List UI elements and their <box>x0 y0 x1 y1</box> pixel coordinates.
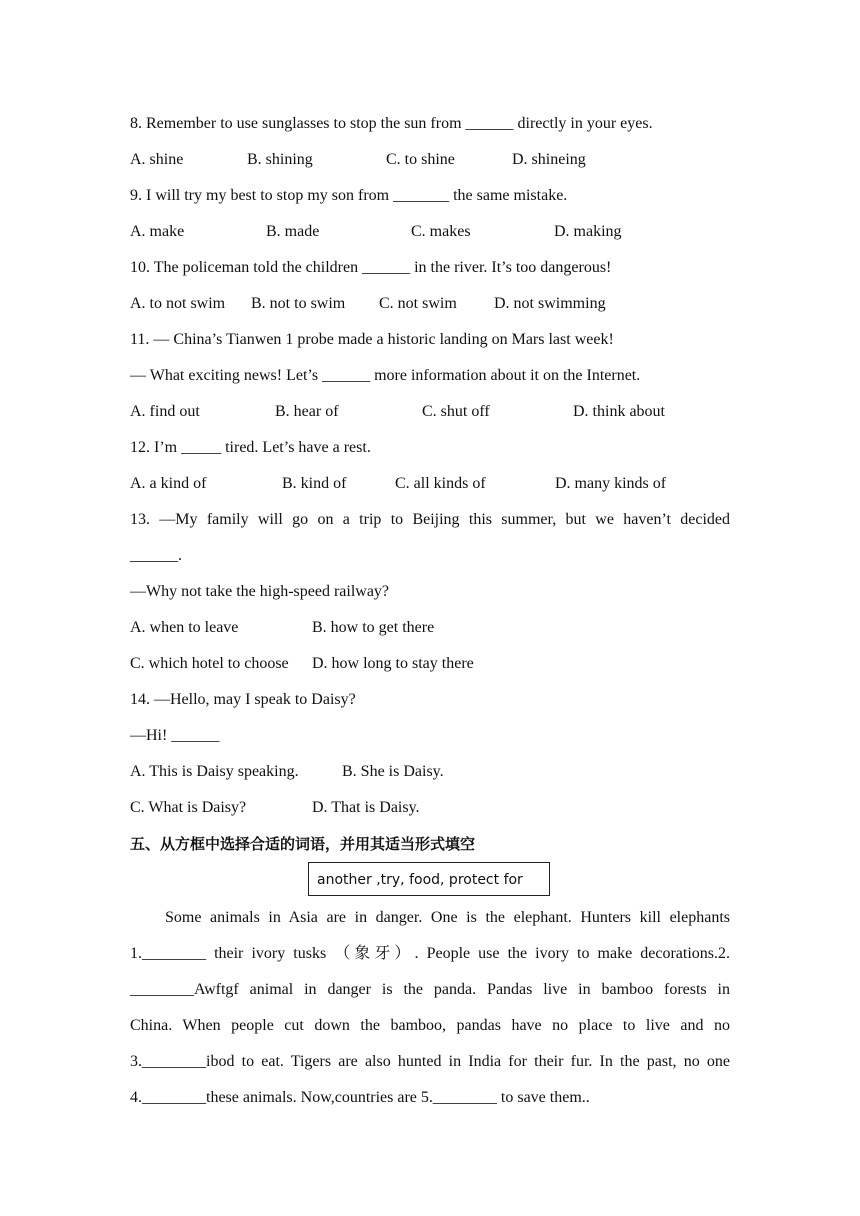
question-12-option-a: A. a kind of <box>130 475 207 492</box>
question-10-option-d: D. not swimming <box>494 295 606 312</box>
question-9-option-d: D. making <box>554 223 622 240</box>
question-9-stem: 9. I will try my best to stop my son from _______ the same mistake. <box>130 187 568 204</box>
question-14-stem: 14. —Hello, may I speak to Daisy? <box>130 691 356 708</box>
question-12-option-c: C. all kinds of <box>395 475 486 492</box>
passage-line-4: China. When people cut down the bamboo, pandas have no place to live and no <box>130 1017 730 1034</box>
question-13-stem: 13. —My family will go on a trip to Beijing this summer, but we haven’t decided <box>130 511 730 528</box>
question-11-option-d: D. think about <box>573 403 665 420</box>
section-5-heading: 五、从方框中选择合适的词语，并用其适当形式填空 <box>130 835 476 853</box>
passage-line-1: Some animals in Asia are in danger. One is the elephant. Hunters kill elephants <box>165 909 730 926</box>
question-10-option-b: B. not to swim <box>251 295 346 312</box>
question-13-reply: —Why not take the high-speed railway? <box>130 583 390 600</box>
question-14-option-d: D. That is Daisy. <box>312 799 420 816</box>
question-13-option-a: A. when to leave <box>130 619 239 636</box>
question-12-option-d: D. many kinds of <box>555 475 667 492</box>
question-10-option-c: C. not swim <box>379 295 457 312</box>
question-12-option-b: B. kind of <box>282 475 347 492</box>
question-10-stem: 10. The policeman told the children ______ in the river. It’s too dangerous! <box>130 259 612 276</box>
passage-line-5: 3.________ibod to eat. Tigers are also hunted in India for their fur. In the past, no one <box>130 1053 730 1070</box>
question-14-option-a: A. This is Daisy speaking. <box>130 763 299 780</box>
question-14-reply: —Hi! ______ <box>130 727 220 744</box>
question-13-option-b: B. how to get there <box>312 619 435 636</box>
question-8-option-d: D. shineing <box>512 151 586 168</box>
word-box-text: another ,try, food, protect for <box>317 872 523 888</box>
question-14-option-b: B. She is Daisy. <box>342 763 444 780</box>
question-13-option-d: D. how long to stay there <box>312 655 474 672</box>
question-10-option-a: A. to not swim <box>130 295 226 312</box>
question-8-option-a: A. shine <box>130 151 184 168</box>
question-11-reply: — What exciting news! Let’s ______ more information about it on the Internet. <box>130 367 641 384</box>
question-11-option-a: A. find out <box>130 403 200 420</box>
question-8-option-b: B. shining <box>247 151 313 168</box>
question-9-option-b: B. made <box>266 223 320 240</box>
passage-line-6: 4.________these animals. Now,countries are 5.________ to save them.. <box>130 1089 590 1106</box>
question-12-stem: 12. I’m _____ tired. Let’s have a rest. <box>130 439 371 456</box>
question-13-option-c: C. which hotel to choose <box>130 655 289 672</box>
question-13-stem-continued: ______. <box>130 547 182 564</box>
question-14-option-c: C. What is Daisy? <box>130 799 247 816</box>
word-box <box>308 862 550 896</box>
question-11-stem: 11. — China’s Tianwen 1 probe made a historic landing on Mars last week! <box>130 331 614 348</box>
question-8-stem: 8. Remember to use sunglasses to stop the sun from ______ directly in your eyes. <box>130 115 653 132</box>
passage-line-2: 1.________ their ivory tusks （象牙）. People use the ivory to make decorations.2. <box>130 945 730 962</box>
question-11-option-b: B. hear of <box>275 403 339 420</box>
question-9-option-a: A. make <box>130 223 185 240</box>
passage-line-3: ________Awftgf animal in danger is the panda. Pandas live in bamboo forests in <box>130 981 730 998</box>
question-11-option-c: C. shut off <box>422 403 490 420</box>
question-8-option-c: C. to shine <box>386 151 455 168</box>
question-9-option-c: C. makes <box>411 223 471 240</box>
